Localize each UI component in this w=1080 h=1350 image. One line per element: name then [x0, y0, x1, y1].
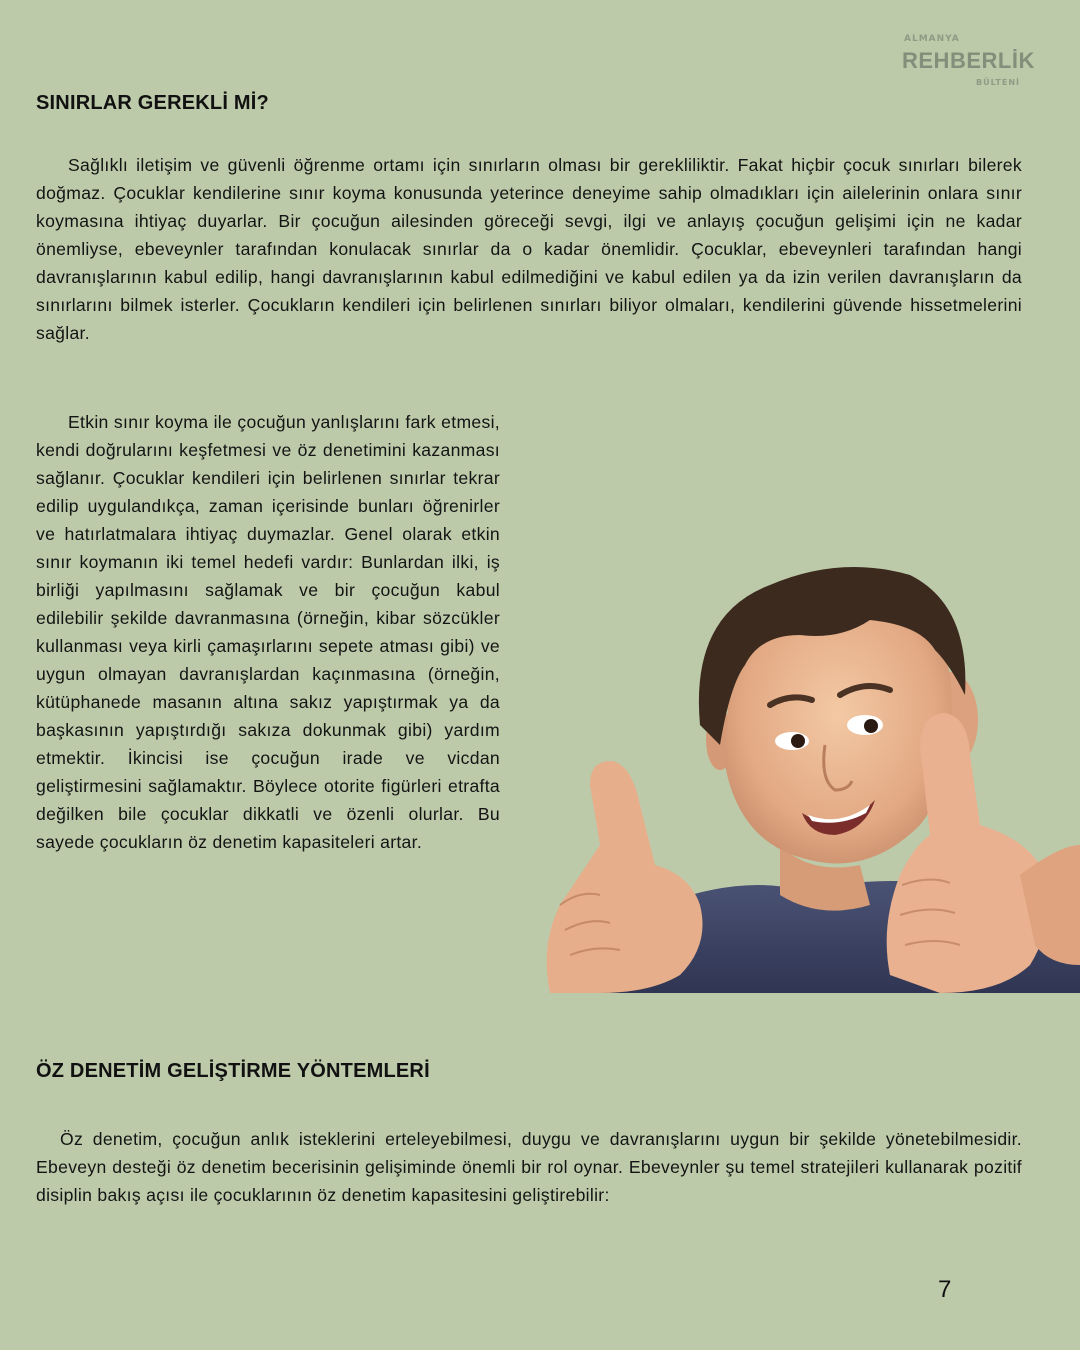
newsletter-logo: [902, 34, 1035, 94]
section-title-limits: SINIRLAR GEREKLİ Mİ?: [36, 92, 269, 114]
paragraph-effective-limits: Etkin sınır koyma ile çocuğun yanlışlarını fark etmesi, kendi doğrularını keşfetmesi ve öz denetimini kazanması sağlanır. Çocuklar kendileri için belirlenen sınırlar tekrar edilip uygulandıkça, zaman içerisinde bunları öğrenirler ve hatırlatmalara ihtiyaç duymazlar. Genel olarak etkin sınır koymanın iki temel hedefi vardır: Bunlardan ilki, iş birliği yapılmasını sağlamak ve bir çocuğun kabul edilebilir şekilde davranmasına (örneğin, kibar sözcükler kullanması veya kirli çamaşırlarını sepete atması gibi) ve uygun olmayan davranışlardan kaçınmasına (örneğin, kütüphanede masanın altına sakız yapıştırmak ya da başkasının yapıştırdığı sakıza dokunmak gibi) yardım etmektir. İkincisi ise çocuğun irade ve vicdan geliştirmesini sağlamaktır. Böylece otorite figürleri etrafta değilken bile çocuklar dikkatli ve özenli olurlar. Bu sayede çocukların öz denetim kapasiteleri artar.: [36, 412, 500, 852]
logo-top-text: ALMANYA: [904, 34, 960, 44]
paragraph-self-control: Öz denetim, çocuğun anlık isteklerini erteleyebilmesi, duygu ve davranışlarını uygun bir şekilde yönetebilmesidir. Ebeveyn desteği öz denetim becerisinin gelişiminde önemli bir rol oynar. Ebeveynler şu temel stratejileri kullanarak pozitif disiplin bakış açısı ile çocuklarının öz denetim kapasitesini geliştirebilir:: [36, 1129, 1022, 1205]
section-title-self-control-methods: ÖZ DENETİM GELİŞTİRME YÖNTEMLERİ: [36, 1060, 430, 1082]
logo-sub-text: BÜLTENİ: [976, 78, 1020, 87]
thumbs-up-child-photo: [540, 545, 1080, 993]
paragraph-limits: Sağlıklı iletişim ve güvenli öğrenme ortamı için sınırların olması bir gerekliliktir. Fakat hiçbir çocuk sınırları bilerek doğmaz. Çocuklar kendilerine sınır koyma konusunda yeterince deneyime sahip olmadıkları için ailelerinin onlara sınır koymasına ihtiyaç duyarlar. Bir çocuğun ailesinden göreceği sevgi, ilgi ve anlayış çocuğun gelişimi için ne kadar önemliyse, ebeveynler tarafından konulacak sınırlar da o kadar önemlidir. Çocuklar, ebeveynleri tarafından hangi davranışlarının kabul edilip, hangi davranışlarının kabul edilmediğini ve kabul edilen ya da izin verilen davranışların da sınırlarını bilmek isterler. Çocukların kendileri için belirlenen sınırları biliyor olmaları, kendilerini güvende hissetmelerini sağlar.: [36, 155, 1022, 343]
page-number: 7: [938, 1276, 952, 1303]
logo-main-text: REHBERLİK: [902, 48, 1035, 73]
